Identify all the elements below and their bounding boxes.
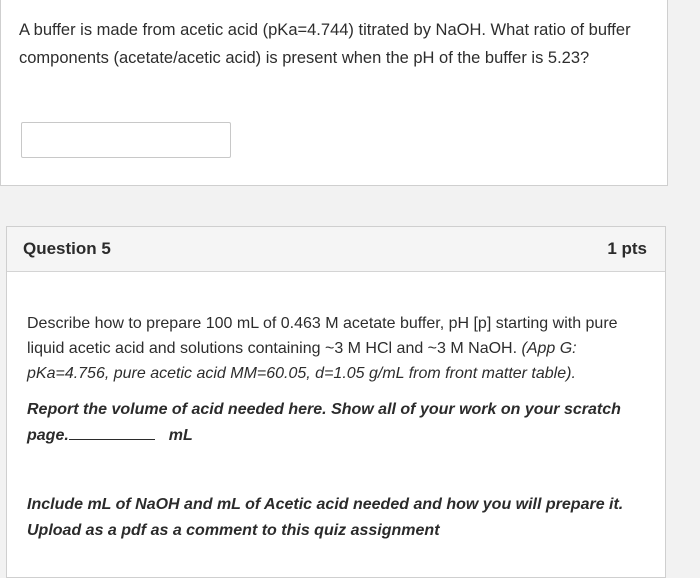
question-5-card <box>6 226 666 578</box>
question-5-text <box>27 311 652 386</box>
report-instruction <box>27 397 647 449</box>
question-5-header <box>7 227 665 272</box>
report-unit: mL <box>168 427 193 444</box>
question-5-text-italic: (App G: pKa=4.756, pure acetic acid MM=60.05, d=1.05 g/mL from front matter table). <box>27 340 577 382</box>
previous-answer-input[interactable] <box>21 122 231 158</box>
include-instruction: Include mL of NaOH and mL of Acetic acid needed and how you will prepare it. Upload as a pdf as a comment to this quiz assignment <box>27 496 624 539</box>
previous-question-text: A buffer is made from acetic acid (pKa=4.744) titrated by NaOH. What ratio of buffer components (acetate/acetic acid) is present when the pH of the buffer is 5.23? <box>19 21 631 67</box>
question-5-text-plain: Describe how to prepare 100 mL of 0.463 M acetate buffer, pH [p] starting with pure liquid acetic acid and solutions containing ~3 M HCl and ~3 M NaOH. <box>27 315 618 357</box>
question-title: Question 5 <box>23 239 111 258</box>
previous-question-card <box>0 0 668 186</box>
report-text: Report the volume of acid needed here. Show all of your work on your scratch page. <box>27 401 621 444</box>
answer-blank[interactable] <box>69 439 155 440</box>
question-points: 1 pts <box>607 239 647 258</box>
